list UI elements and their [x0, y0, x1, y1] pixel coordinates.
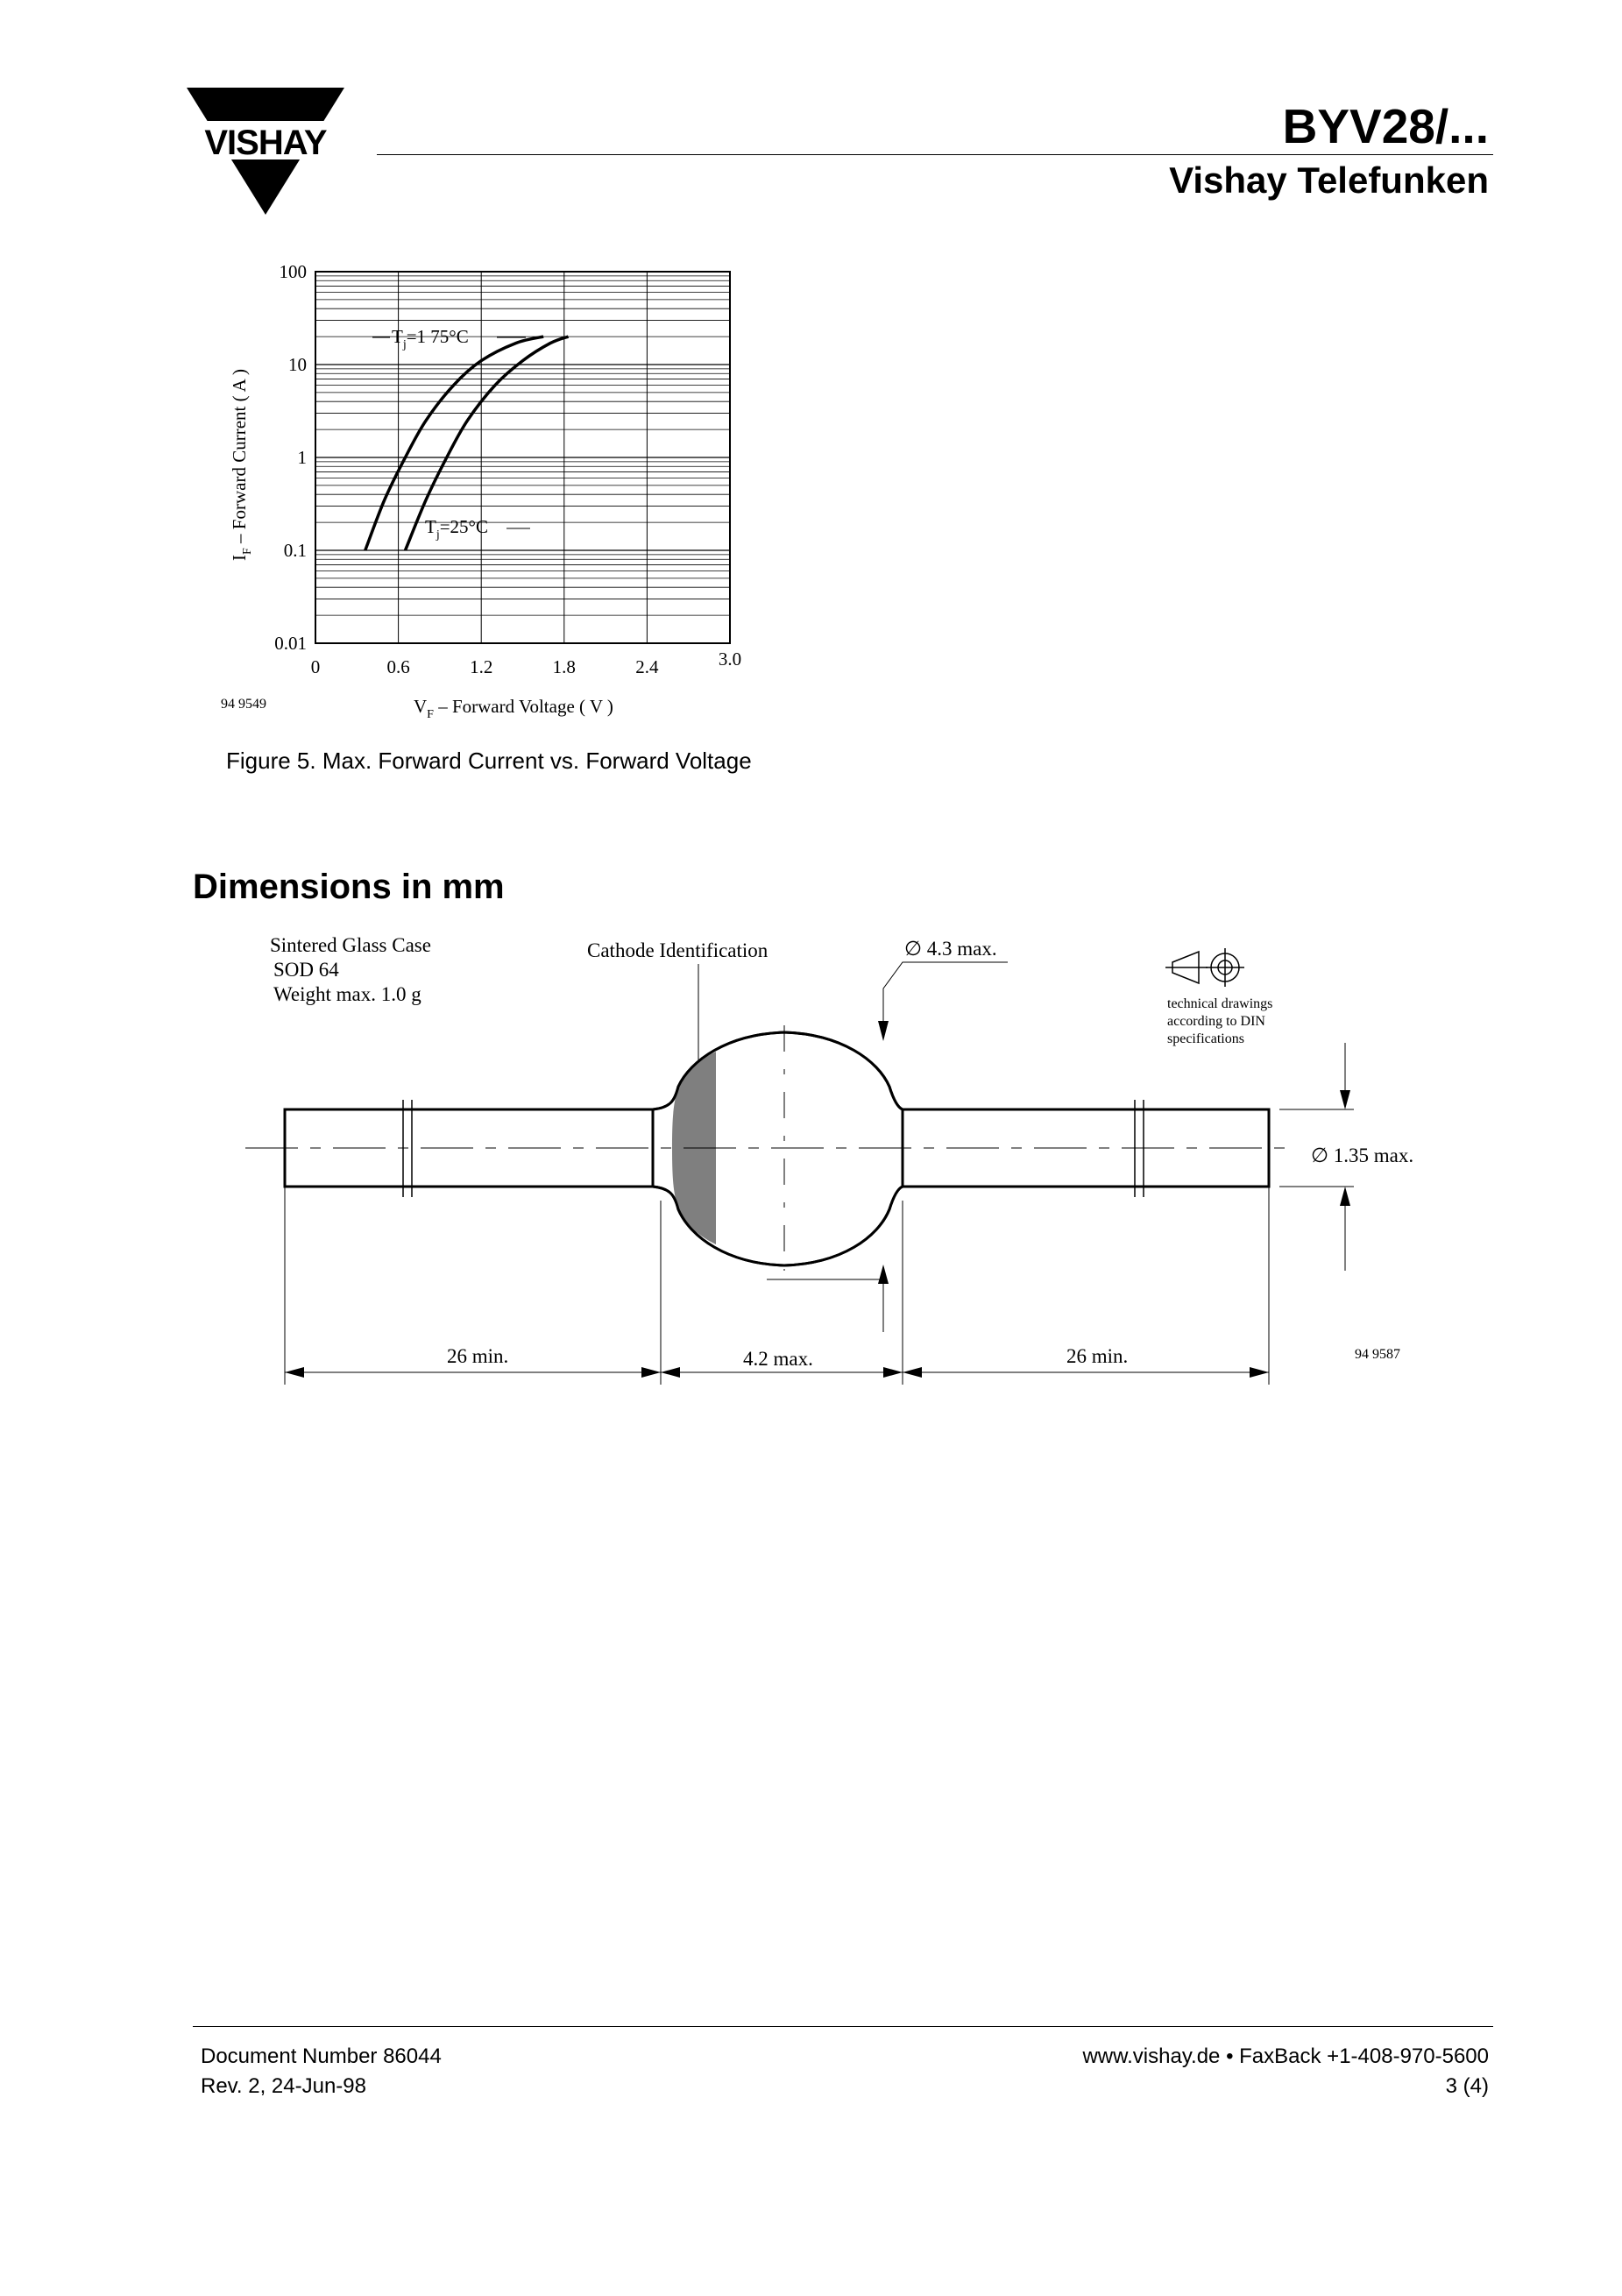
case-line-1: Sintered Glass Case [270, 934, 431, 956]
body-diameter-leader [883, 962, 1008, 1025]
page-number: 3 (4) [1445, 2074, 1489, 2098]
document-title: BYV28/... [1282, 99, 1489, 153]
x-tick-label: 0.6 [386, 656, 410, 677]
body-diameter-label: ∅ 4.3 max. [904, 938, 997, 960]
y-tick-label: 0.01 [274, 633, 307, 654]
package-dimension-drawing [237, 920, 1455, 1385]
lead-diameter-label: ∅ 1.35 max. [1311, 1144, 1414, 1166]
din-note-line-1: technical drawings [1167, 996, 1273, 1011]
y-tick-label: 1 [297, 447, 307, 468]
logo-text: VISHAY [204, 124, 327, 162]
figure-code: 94 9549 [221, 697, 266, 712]
case-line-2: SOD 64 [273, 959, 339, 981]
dim-left-lead-label: 26 min. [447, 1345, 509, 1367]
chart-grid [315, 272, 730, 643]
curve-label-25: $T_j=25^\circ C$ [425, 516, 488, 542]
lead-diameter-arrow-top [1340, 1090, 1350, 1109]
x-tick-label: 3.0 [718, 648, 742, 670]
footer-document-info [201, 2042, 442, 2101]
forward-current-chart [210, 259, 771, 732]
drawing-code: 94 9587 [1355, 1347, 1400, 1362]
dim-right-lead-label: 26 min. [1066, 1345, 1129, 1367]
dim-body-label: 4.2 max. [743, 1348, 813, 1370]
y-axis-title: $I_F$ – Forward Current ( A ) [229, 369, 254, 561]
document-subtitle: Vishay Telefunken [1169, 159, 1489, 201]
lead-diameter-arrow-bottom [1340, 1187, 1350, 1206]
x-tick-labels [311, 648, 741, 677]
din-note-line-2: according to DIN [1167, 1014, 1265, 1029]
body-diameter-arrow-top [878, 1021, 889, 1041]
footer-contact-info [1082, 2042, 1489, 2101]
header-rule [377, 154, 1493, 155]
x-tick-label: 1.8 [552, 656, 576, 677]
section-heading-dimensions: Dimensions in mm [193, 868, 505, 906]
diode-package [285, 1032, 1269, 1265]
y-tick-labels [274, 261, 307, 654]
vishay-logo [187, 88, 344, 219]
document-number: Document Number 86044 [201, 2044, 442, 2068]
footer-rule [193, 2026, 1493, 2027]
case-info [270, 934, 431, 1005]
body-diameter-arrow-bottom [878, 1265, 889, 1284]
figure-caption: Figure 5. Max. Forward Current vs. Forward Voltage [226, 748, 752, 774]
x-tick-label: 1.2 [470, 656, 493, 677]
case-line-3: Weight max. 1.0 g [273, 983, 421, 1005]
y-tick-label: 10 [288, 354, 307, 375]
x-axis-title: $V_F$ – Forward Voltage ( V ) [414, 696, 613, 721]
y-tick-label: 0.1 [283, 540, 307, 561]
x-tick-label: 2.4 [635, 656, 659, 677]
cathode-label: Cathode Identification [587, 939, 769, 961]
contact-line: www.vishay.de • FaxBack +1-408-970-5600 [1082, 2044, 1489, 2068]
y-tick-label: 100 [279, 261, 307, 282]
x-tick-label: 0 [310, 656, 321, 677]
curve-label-175: $T_j=1$ 75°C [392, 326, 469, 351]
revision-date: Rev. 2, 24-Jun-98 [201, 2074, 366, 2098]
din-projection-icon [1165, 948, 1244, 987]
din-note-line-3: specifications [1167, 1031, 1244, 1046]
